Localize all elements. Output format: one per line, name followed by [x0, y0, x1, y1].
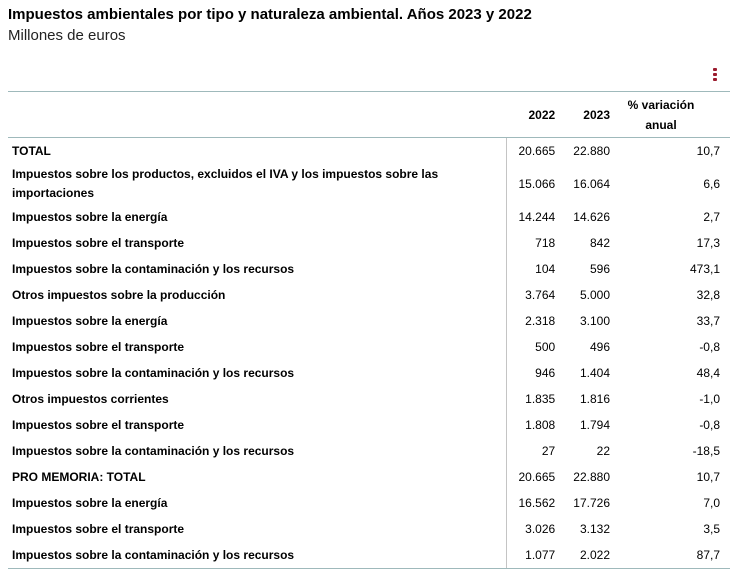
- row-value-2023: 22: [596, 444, 610, 458]
- table-row: [8, 308, 730, 334]
- row-value-2022: 104: [535, 262, 556, 276]
- row-value-2022: 27: [541, 444, 556, 458]
- row-label: Impuestos sobre el transporte: [8, 334, 506, 360]
- row-label: Otros impuestos corrientes: [8, 386, 506, 412]
- row-value-2023: 3.100: [579, 314, 610, 328]
- row-label: Impuestos sobre la energía: [8, 490, 506, 516]
- row-value-2022: 1.077: [506, 542, 561, 569]
- row-value-2023: 17.726: [573, 496, 610, 510]
- table-row: [8, 334, 730, 360]
- row-value-2022: 500: [535, 340, 556, 354]
- row-label: Impuestos sobre la contaminación y los recursos: [8, 360, 506, 386]
- row-variation: 32,8: [696, 288, 720, 302]
- row-value-2022: 3.026: [525, 522, 556, 536]
- table-row: [8, 230, 730, 256]
- menu-dot: [713, 73, 717, 76]
- row-label: Impuestos sobre la energía: [8, 308, 506, 334]
- table-row: [8, 386, 730, 412]
- row-value-2023: 16.064: [573, 177, 610, 191]
- page-title: Impuestos ambientales por tipo y naturaleza ambiental. Años 2023 y 2022: [8, 6, 532, 23]
- data-table: [8, 91, 730, 569]
- table-row: [8, 360, 730, 386]
- row-variation: 6,6: [703, 177, 720, 191]
- row-value-2022: 16.562: [518, 496, 556, 510]
- row-value-2022: 1.835: [525, 392, 556, 406]
- row-variation: 33,7: [696, 314, 720, 328]
- table-row: [8, 542, 730, 569]
- row-variation: -18,5: [692, 444, 720, 458]
- kebab-menu-icon[interactable]: [711, 67, 719, 83]
- row-label: Impuestos sobre el transporte: [8, 230, 506, 256]
- row-variation: 10,7: [696, 470, 720, 484]
- row-variation: 3,5: [703, 522, 720, 536]
- menu-dot: [713, 68, 717, 71]
- row-value-2022: 1.808: [525, 418, 556, 432]
- table-row: [8, 256, 730, 282]
- table-row: [8, 490, 730, 516]
- row-value-2022: 946: [535, 366, 556, 380]
- table-row: [8, 282, 730, 308]
- row-variation: 473,1: [689, 262, 720, 276]
- row-value-2023: 842: [589, 236, 610, 250]
- row-value-2023: 1.404: [579, 366, 610, 380]
- row-variation: 17,3: [696, 236, 720, 250]
- header-variation: [616, 92, 730, 138]
- row-label: Impuestos sobre la contaminación y los recursos: [8, 256, 506, 282]
- row-variation: 2,7: [703, 210, 720, 224]
- row-label: Impuestos sobre la contaminación y los recursos: [8, 438, 506, 464]
- row-value-2023: 22.880: [573, 470, 610, 484]
- row-variation: 10,7: [696, 144, 720, 158]
- row-label: PRO MEMORIA: TOTAL: [8, 464, 506, 490]
- row-value-2023: 14.626: [573, 210, 610, 224]
- row-value-2022: 15.066: [518, 177, 556, 191]
- header-2023: 2023: [561, 92, 616, 138]
- row-value-2023: 5.000: [579, 288, 610, 302]
- table-row: [8, 464, 730, 490]
- row-value-2023: 1.816: [579, 392, 610, 406]
- table-row: [8, 438, 730, 464]
- row-variation: -0,8: [699, 418, 720, 432]
- page-subtitle: Millones de euros: [8, 27, 126, 44]
- table-row: [8, 138, 730, 165]
- table-header-row: [8, 92, 730, 138]
- row-variation: 87,7: [616, 542, 730, 569]
- row-label: Impuestos sobre el transporte: [8, 412, 506, 438]
- row-value-2023: 22.880: [573, 144, 610, 158]
- row-label: Impuestos sobre la energía: [8, 204, 506, 230]
- table-row: [8, 516, 730, 542]
- row-variation: 48,4: [696, 366, 720, 380]
- row-label: Impuestos sobre el transporte: [8, 516, 506, 542]
- row-value-2022: 2.318: [525, 314, 556, 328]
- row-label: Otros impuestos sobre la producción: [8, 282, 506, 308]
- row-value-2023: 496: [589, 340, 610, 354]
- row-value-2023: 596: [589, 262, 610, 276]
- row-value-2022: 20.665: [518, 470, 556, 484]
- row-variation: -0,8: [699, 340, 720, 354]
- menu-dot: [713, 78, 717, 81]
- header-2022: 2022: [506, 92, 561, 138]
- table-row: [8, 412, 730, 438]
- row-variation: -1,0: [699, 392, 720, 406]
- row-value-2022: 3.764: [525, 288, 556, 302]
- row-value-2022: 14.244: [518, 210, 556, 224]
- header-label: [8, 92, 506, 138]
- row-value-2022: 20.665: [518, 144, 556, 158]
- row-value-2023: 2.022: [561, 542, 616, 569]
- row-value-2023: 1.794: [579, 418, 610, 432]
- row-label: Impuestos sobre la contaminación y los recursos: [8, 542, 506, 569]
- row-value-2022: 718: [535, 236, 556, 250]
- row-value-2023: 3.132: [579, 522, 610, 536]
- table-row: [8, 164, 730, 204]
- header-variation-text: % variación anual: [627, 97, 695, 132]
- row-label: TOTAL: [8, 138, 506, 165]
- table-row: [8, 204, 730, 230]
- row-label: Impuestos sobre los productos, excluidos el IVA y los impuestos sobre las importaciones: [8, 164, 506, 204]
- row-variation: 7,0: [703, 496, 720, 510]
